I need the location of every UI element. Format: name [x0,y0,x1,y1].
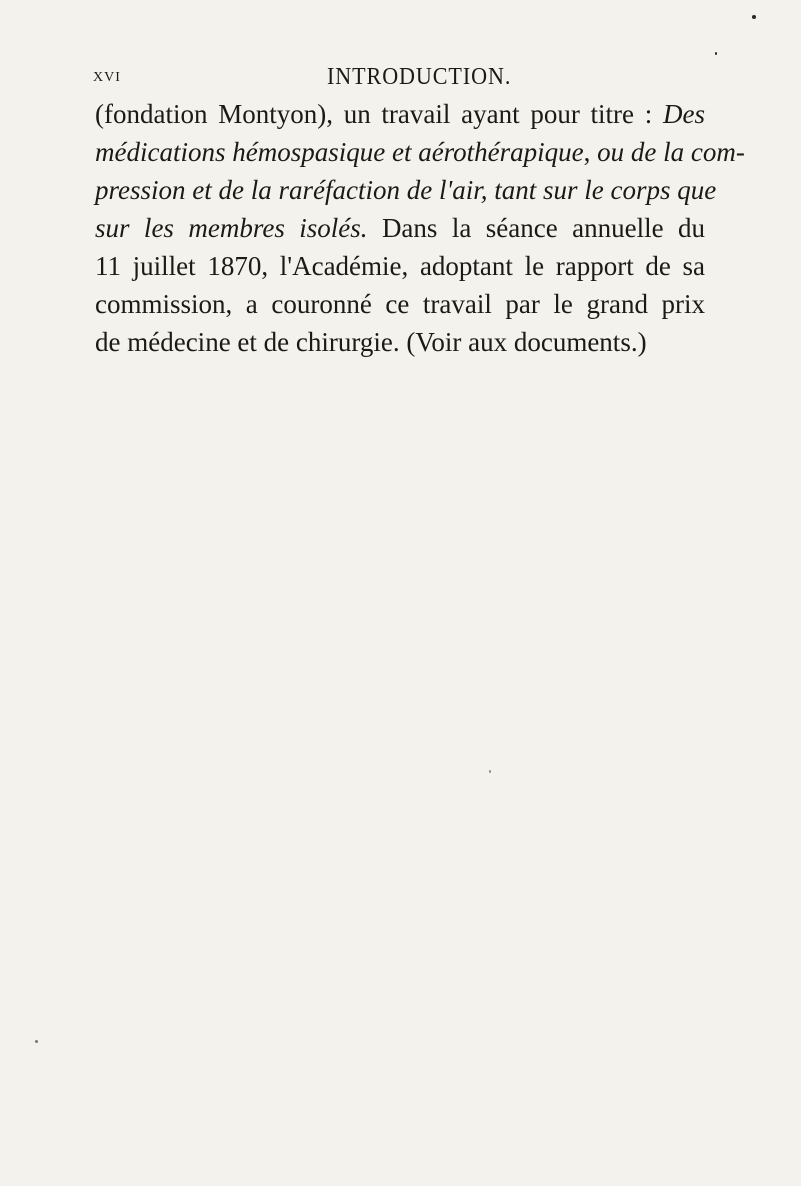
text-line [95,171,717,209]
text-line [95,209,705,247]
roman-segment: de médecine et de chirurgie. (Voir aux documents.) [95,327,647,357]
text-line [95,95,705,133]
italic-segment: pression et de la raréfaction de l'air, tant sur le corps que [95,175,717,205]
italic-segment: médications hémospasique et aérothérapique [95,137,584,167]
roman-segment: , [583,137,598,167]
text-line [95,133,745,171]
body-paragraph [95,95,745,361]
paper-speck [752,15,756,19]
page-header [93,64,713,94]
roman-segment: Dans la séance annuelle du [367,213,705,243]
text-line [95,247,705,285]
italic-segment: Des [663,99,705,129]
text-line [95,323,705,361]
text-line [95,285,705,323]
italic-segment: ou de la com- [597,137,745,167]
italic-segment: sur les membres isolés. [95,213,368,243]
paper-speck [715,52,717,55]
paper-speck [489,770,491,773]
roman-segment: 11 juillet 1870, l'Académie, adoptant le rapport de sa [95,251,705,281]
roman-segment: commission, a couronné ce travail par le grand prix [95,289,705,319]
roman-segment: (fondation Montyon), un travail ayant pour titre : [95,99,663,129]
paper-speck [35,1040,38,1043]
page-number: XVI [93,70,121,85]
running-title: INTRODUCTION. [327,64,512,90]
